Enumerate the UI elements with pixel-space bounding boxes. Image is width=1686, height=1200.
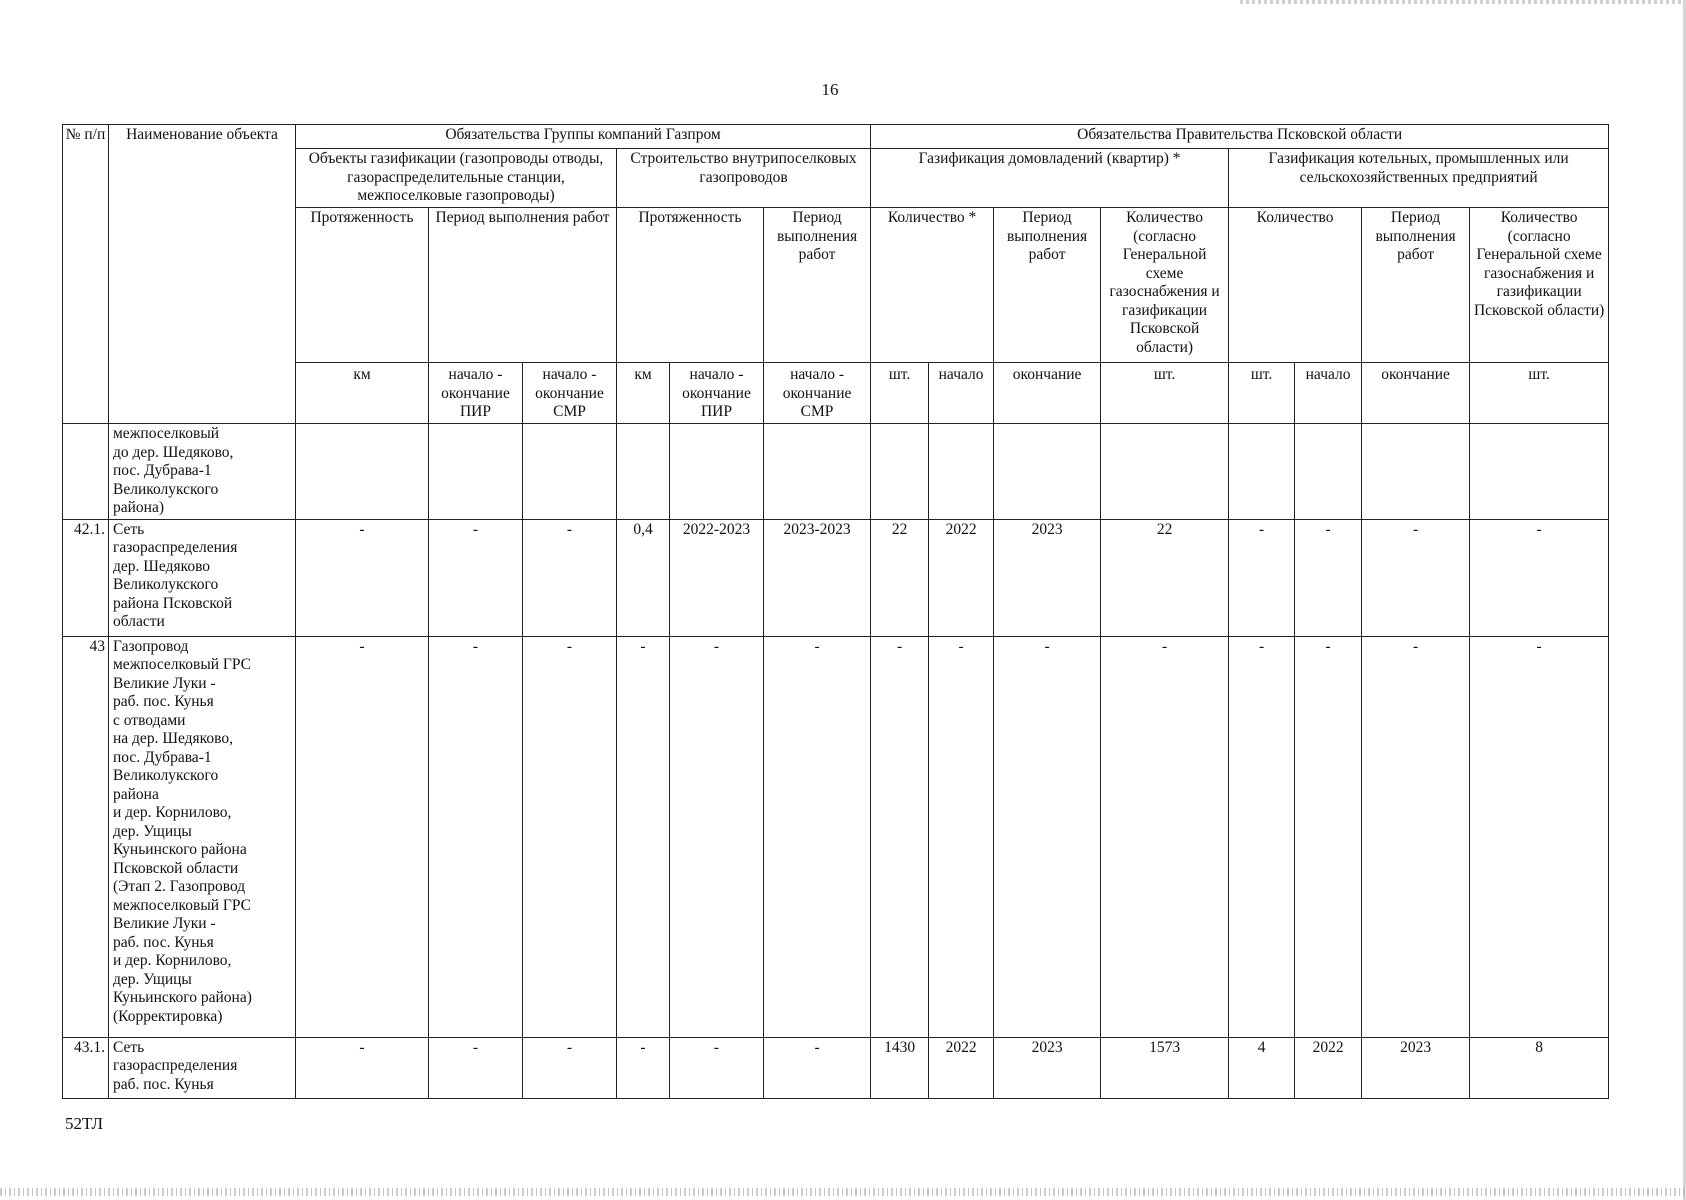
header-period-gas-objects: Период выполнения работ	[429, 208, 617, 363]
object-name: Сеть газораспределения раб. пос. Кунья	[113, 1038, 238, 1093]
header-qty-enterprises: Количество	[1229, 208, 1362, 363]
header-qty-scheme-enterprises: Количество (согласно Генеральной схеме газоснабжения и газификации Псковской области)	[1470, 208, 1609, 363]
cell: 2023-2023	[764, 519, 871, 636]
cell: -	[523, 1037, 617, 1098]
unit-cell: начало	[929, 363, 994, 424]
cell: 2023	[1362, 1037, 1470, 1098]
cell	[1229, 424, 1295, 520]
header-length-gas-objects: Протяженность	[296, 208, 429, 363]
cell: 22	[871, 519, 929, 636]
cell	[1295, 424, 1362, 520]
cell: 8	[1470, 1037, 1609, 1098]
unit-cell: км	[617, 363, 670, 424]
cell: -	[764, 1037, 871, 1098]
object-name: межпоселковый до дер. Шедяково, пос. Дубрава-1 Великолукского района)	[113, 425, 234, 516]
cell: 2022	[1295, 1037, 1362, 1098]
header-period-households: Период выполнения работ	[994, 208, 1101, 363]
cell: -	[523, 636, 617, 1037]
row-number	[63, 424, 109, 520]
header-households: Газификация домовладений (квартир) *	[871, 149, 1229, 208]
cell	[871, 424, 929, 520]
header-pskov-government: Обязательства Правительства Псковской области	[871, 125, 1609, 149]
cell: -	[1295, 636, 1362, 1037]
header-gazprom-group: Обязательства Группы компаний Газпром	[296, 125, 871, 149]
cell: -	[429, 519, 523, 636]
scan-edge-bottom	[0, 1188, 1686, 1196]
cell	[1101, 424, 1229, 520]
footer-code: 52ТЛ	[65, 1114, 104, 1133]
cell	[670, 424, 764, 520]
cell: 1573	[1101, 1037, 1229, 1098]
cell: 2022	[929, 519, 994, 636]
cell	[523, 424, 617, 520]
cell: 0,4	[617, 519, 670, 636]
cell: -	[1470, 519, 1609, 636]
header-enterprises: Газификация котельных, промышленных или сельскохозяйственных предприятий	[1229, 149, 1609, 208]
cell: -	[523, 519, 617, 636]
cell	[1362, 424, 1470, 520]
header-qty-households: Количество *	[871, 208, 994, 363]
header-qty-scheme-households: Количество (согласно Генеральной схеме газоснабжения и газификации Псковской области)	[1101, 208, 1229, 363]
row-number: 42.1.	[63, 519, 109, 636]
cell	[296, 424, 429, 520]
unit-cell: шт.	[1101, 363, 1229, 424]
cell: -	[1101, 636, 1229, 1037]
cell: -	[429, 1037, 523, 1098]
table-row	[63, 1037, 1609, 1098]
object-name: Газопровод межпоселковый ГРС Великие Луки - раб. пос. Кунья с отводами на дер. Шедяково, пос. Дубрава-1 Великолукского района и дер. Корнилово, дер. Ущицы Куньинского района Псковской области (Этап 2. Газопровод межпоселковый ГРС Великие Луки - раб. пос. Кунья и дер. Корнилово, дер. Ущицы Куньинского района) (Корректировка)	[113, 637, 252, 1025]
cell	[929, 424, 994, 520]
cell: -	[994, 636, 1101, 1037]
cell: -	[617, 636, 670, 1037]
cell: -	[617, 1037, 670, 1098]
cell	[617, 424, 670, 520]
table-row	[63, 519, 1609, 636]
cell: -	[1470, 636, 1609, 1037]
cell: -	[764, 636, 871, 1037]
cell	[1470, 424, 1609, 520]
gasification-table	[62, 124, 1609, 1099]
unit-cell: начало - окончание ПИР	[670, 363, 764, 424]
cell: 2022-2023	[670, 519, 764, 636]
row-number: 43	[63, 636, 109, 1037]
cell: 1430	[871, 1037, 929, 1098]
cell: 4	[1229, 1037, 1295, 1098]
cell: -	[670, 1037, 764, 1098]
cell: 2023	[994, 519, 1101, 636]
header-name: Наименование объекта	[109, 125, 296, 424]
cell: -	[296, 519, 429, 636]
cell: -	[296, 636, 429, 1037]
cell: -	[929, 636, 994, 1037]
table-row	[63, 636, 1609, 1037]
cell: -	[1229, 636, 1295, 1037]
cell: -	[1362, 519, 1470, 636]
table-row	[63, 424, 1609, 520]
cell: 22	[1101, 519, 1229, 636]
row-number: 43.1.	[63, 1037, 109, 1098]
header-length-intra: Протяженность	[617, 208, 764, 363]
header-intra-settlement: Строительство внутрипоселковых газопроводов	[617, 149, 871, 208]
unit-cell: начало - окончание СМР	[764, 363, 871, 424]
cell: 2022	[929, 1037, 994, 1098]
object-name: Сеть газораспределения дер. Шедяково Великолукского района Псковской области	[113, 520, 238, 630]
cell	[994, 424, 1101, 520]
cell: -	[871, 636, 929, 1037]
cell: -	[1229, 519, 1295, 636]
cell: -	[429, 636, 523, 1037]
cell: -	[670, 636, 764, 1037]
cell: -	[1295, 519, 1362, 636]
unit-cell: начало - окончание СМР	[523, 363, 617, 424]
unit-cell: шт.	[1229, 363, 1295, 424]
header-num: № п/п	[63, 125, 109, 424]
cell	[764, 424, 871, 520]
cell: -	[296, 1037, 429, 1098]
header-gas-objects: Объекты газификации (газопроводы отводы, газораспределительные станции, межпоселковые газопроводы)	[296, 149, 617, 208]
cell: 2023	[994, 1037, 1101, 1098]
unit-cell: начало - окончание ПИР	[429, 363, 523, 424]
unit-cell: окончание	[994, 363, 1101, 424]
header-period-enterprises: Период выполнения работ	[1362, 208, 1470, 363]
unit-cell: шт.	[871, 363, 929, 424]
header-period-intra: Период выполнения работ	[764, 208, 871, 363]
unit-cell: км	[296, 363, 429, 424]
cell: -	[1362, 636, 1470, 1037]
page-number: 16	[821, 80, 839, 99]
unit-cell: шт.	[1470, 363, 1609, 424]
scan-edge-top	[1240, 0, 1686, 4]
unit-cell: окончание	[1362, 363, 1470, 424]
unit-cell: начало	[1295, 363, 1362, 424]
cell	[429, 424, 523, 520]
